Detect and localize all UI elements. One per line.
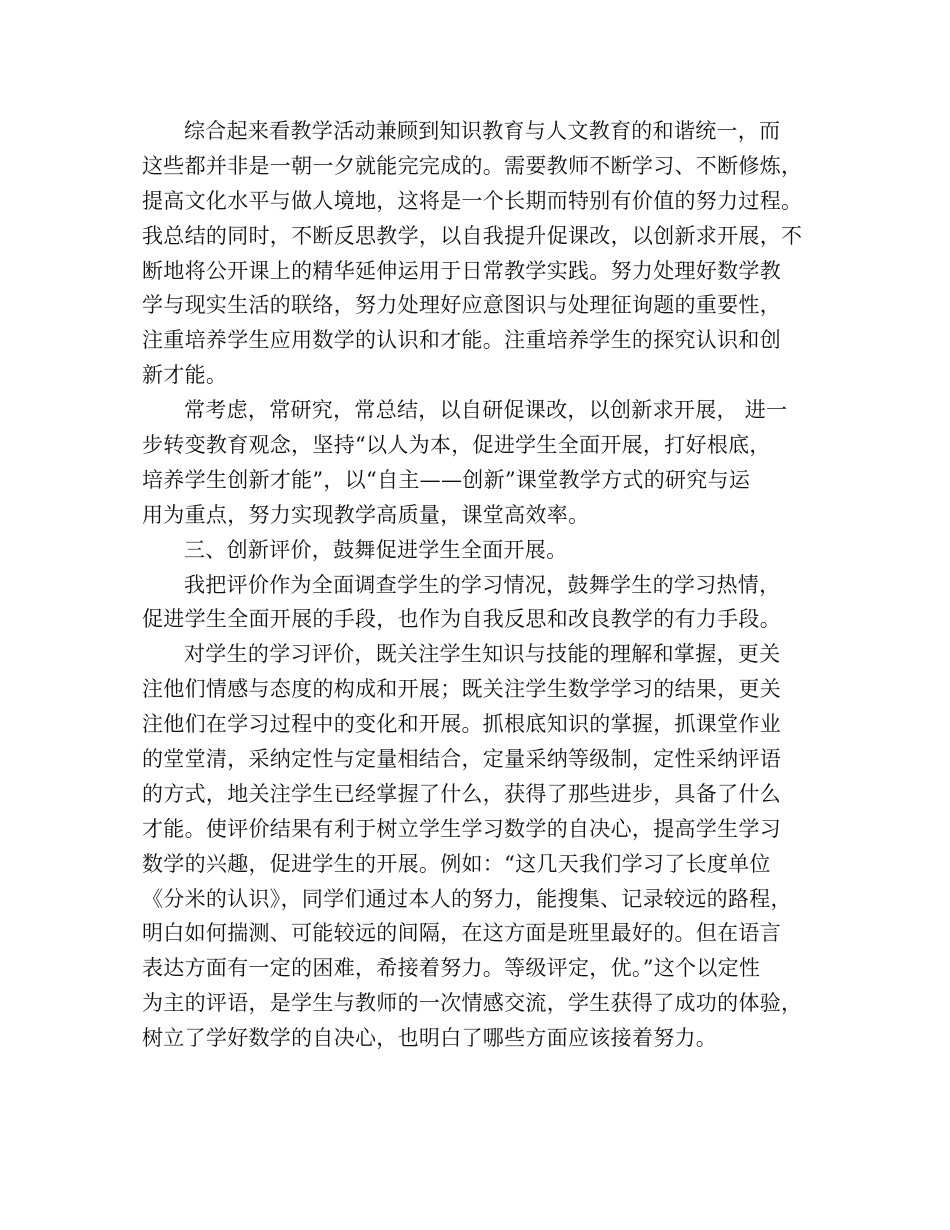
text-line: 新才能。 xyxy=(142,363,228,388)
text-line: 表达方面有一定的困难，希接着努力。等级评定，优。”这个以定性 xyxy=(142,956,761,981)
text-line: 注他们情感与态度的构成和开展；既关注学生数学学习的结果，更关 xyxy=(142,677,781,702)
text-line: 促进学生全面开展的手段，也作为自我反思和改良教学的有力手段。 xyxy=(142,607,781,632)
text-line: 培养学生创新才能”，以“自主——创新”课堂教学方式的研究与运 xyxy=(142,467,751,492)
text-line: 综合起来看教学活动兼顾到知识教育与人文教育的和谐统一，而 xyxy=(184,119,781,143)
text-line: 步转变教育观念，坚持“以人为本，促进学生全面开展，打好根底， xyxy=(142,433,771,458)
text-line: 的堂堂清，采纳定性与定量相结合，定量采纳等级制，定性采纳评语 xyxy=(142,747,781,772)
text-line: 注重培养学生应用数学的认识和才能。注重培养学生的探究认识和创 xyxy=(142,328,781,353)
text-line: 明白如何揣测、可能较远的间隔，在这方面是班里最好的。但在语言 xyxy=(142,921,781,946)
document-body xyxy=(142,114,812,1056)
text-line: 我把评价作为全面调查学生的学习情况，鼓舞学生的学习热情， xyxy=(184,572,781,597)
text-line: 用为重点，努力实现教学高质量，课堂高效率。 xyxy=(142,502,590,527)
text-line: 对学生的学习评价，既关注学生知识与技能的理解和掌握，更关 xyxy=(184,642,781,667)
text-line: 常考虑，常研究，常总结，以自研促课改，以创新求开展， 进一 xyxy=(184,398,788,423)
text-line: 断地将公开课上的精华延伸运用于日常教学实践。努力处理好数学教 xyxy=(142,258,781,283)
text-line: 提高文化水平与做人境地，这将是一个长期而特别有价值的努力过程。 xyxy=(142,188,803,213)
text-line: 注他们在学习过程中的变化和开展。抓根底知识的掌握，抓课堂作业 xyxy=(142,712,781,737)
text-line: 树立了学好数学的自决心，也明白了哪些方面应该接着努力。 xyxy=(142,1026,718,1051)
text-line: 《分米的认识》，同学们通过本人的努力，能搜集、记录较远的路程， xyxy=(142,886,792,911)
text-line: 我总结的同时，不断反思教学，以自我提升促课改，以创新求开展，不 xyxy=(142,223,803,248)
text-line: 数学的兴趣，促进学生的开展。例如：“这几天我们学习了长度单位 xyxy=(142,851,771,876)
text-line: 学与现实生活的联络，努力处理好应意图识与处理征询题的重要性， xyxy=(142,293,781,318)
text-line: 才能。使评价结果有利于树立学生学习数学的自决心，提高学生学习 xyxy=(142,816,781,841)
text-line: 为主的评语，是学生与教师的一次情感交流，学生获得了成功的体验， xyxy=(142,991,803,1016)
text-line: 三、创新评价，鼓舞促进学生全面开展。 xyxy=(184,537,568,562)
text-line: 的方式，地关注学生已经掌握了什么，获得了那些进步，具备了什么 xyxy=(142,781,781,806)
text-line: 这些都并非是一朝一夕就能完完成的。需要教师不断学习、不断修炼， xyxy=(142,153,803,178)
